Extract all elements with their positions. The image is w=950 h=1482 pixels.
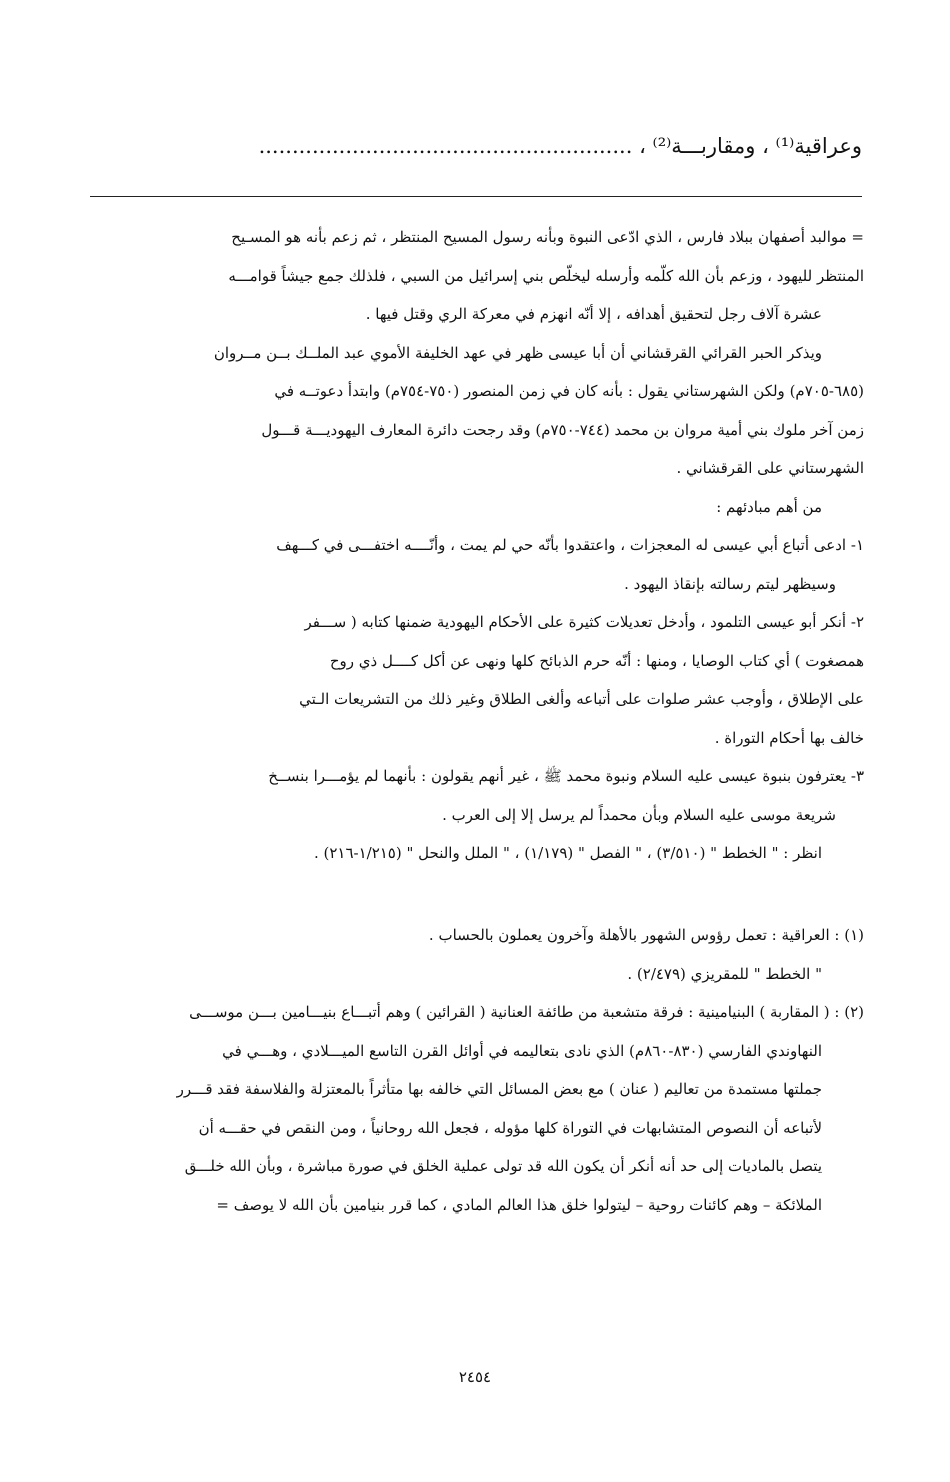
list-item-continuation: وسيظهر ليتم رسالته بإنقاذ اليهود . [624, 574, 836, 593]
list-item: ٢- أنكر أبو عيسى التلمود ، وأدخل تعديلات كثيرة على الأحكام اليهودية ضمنها كتابه ( ســـفر [304, 613, 864, 631]
header-dots: ........................................................ [258, 134, 633, 158]
list-item: ١- ادعى أتباع أبي عيسى له المعجزات ، واعتقدوا بأنّه حي لم يمت ، وأنّــــه اختفـــى في كـــهف [276, 536, 864, 554]
list-item: ٣- يعترفون بنبوة عيسى عليه السلام ونبوة محمد ﷺ ، غير أنهم يقولون : بأنهما لم يؤمـــرا بنســخ [268, 767, 864, 785]
footnote-2-line: لأتباعه أن النصوص المتشابهات في التوراة كلها مؤوله ، فجعل الله روحانياً ، ومن النقص في حقـــه أن [198, 1118, 822, 1137]
footnote-1: (١) : العراقية : تعمل رؤوس الشهور بالأهلة وآخرون يعملون بالحساب . [428, 926, 864, 944]
body-line: ويذكر الحبر القرائي القرقشاني أن أبا عيسى ظهر في عهد الخليفة الأموي عبد الملــك بــن مــروان [213, 343, 822, 362]
body-line: زمن آخر ملوك بني أمية مروان بن محمد (٧٤٤-٧٥٠م) وقد رجحت دائرة المعارف اليهوديـــة قـــول [261, 420, 864, 439]
list-item-continuation: خالف بها أحكام التوراة . [714, 728, 864, 747]
continued-footnote-body [102, 218, 864, 873]
footnote-2-line: الملائكة – وهم كائنات روحية – ليتولوا خلق هذا العالم المادي ، كما قرر بنيامين بأن الله لا يوصف = [216, 1195, 822, 1214]
footnote-2-line: النهاوندي الفارسي (٨٣٠-٨٦٠م) الذي نادى بتعاليمه في أوائل القرن التاسع الميـــلادي ، وهـــي في [222, 1041, 822, 1060]
reference-line: انظر : " الخطط " (٣/٥١٠) ، " الفصل " (١/١٧٩) ، " الملل والنحل " (١/٢١٥-٢١٦) . [313, 844, 822, 862]
page-number: ٢٤٥٤ [458, 1368, 492, 1386]
footnote-2-line: يتصل بالماديات إلى حد أنه أنكر أن يكون الله قد تولى عملية الخلق في صورة مباشرة ، وبأن الله خلـــق [184, 1157, 822, 1175]
footnote-2: (٢) : ( المقاربة ) البنيامينية : فرقة متشعبة من طائفة العنانية ( القرائين ) وهم أتبـــاع بنيـــامين بـــن موســـى [189, 1003, 864, 1021]
body-line: الشهرستاني على القرقشاني . [676, 459, 864, 477]
footnote-1-source: " الخطط " للمقريزي (٢/٤٧٩) . [627, 964, 822, 983]
body-line: (٦٨٥-٧٠٥م) ولكن الشهرستاني يقول : بأنه كان في زمن المنصور (٧٥٠-٧٥٤م) وابتدأ دعوتــه في [274, 382, 864, 400]
list-item-continuation: على الإطلاق ، وأوجب عشر صلوات على أتباعه وألغى الطلاق وغير ذلك من التشريعات الـتي [299, 690, 864, 708]
footnote-2-line: جملتها مستمدة من تعاليم ( عنان ) مع بعض المسائل التي خالفه بها متأثراً بالمعتزلة والفلاسفة فقد قـــرر [176, 1080, 822, 1098]
body-line: من أهم مبادئهم : [716, 497, 822, 516]
footnotes-section [102, 916, 864, 1224]
page-header [82, 124, 862, 168]
footnote-separator-rule [90, 196, 862, 197]
body-line: المنتظر لليهود ، وزعم بأن الله كلّمه وأرسله ليخلّص بني إسرائيل من السبي ، فلذلك جمع جيشاً قوامـــه [228, 266, 864, 285]
header-text: وعراقية⁽¹⁾ ، ومقاربـــة⁽²⁾ ، [639, 134, 862, 158]
body-line: عشرة آلاف رجل لتحقيق أهدافه ، إلا أنّه انهزم في معركة الري وقتل فيها . [365, 305, 822, 323]
list-item-continuation: شريعة موسى عليه السلام وبأن محمداً لم يرسل إلا إلى العرب . [442, 805, 836, 824]
body-line: = موالبد أصفهان ببلاد فارس ، الذي ادّعى النبوة وبأنه رسول المسيح المنتظر ، ثم زعم بأنه هو المسـيح [231, 228, 864, 246]
list-item-continuation: همصغوت ) أي كتاب الوصايا ، ومنها : أنّه حرم الذبائح كلها ونهى عن أكل كــــل ذي روح [329, 651, 864, 670]
